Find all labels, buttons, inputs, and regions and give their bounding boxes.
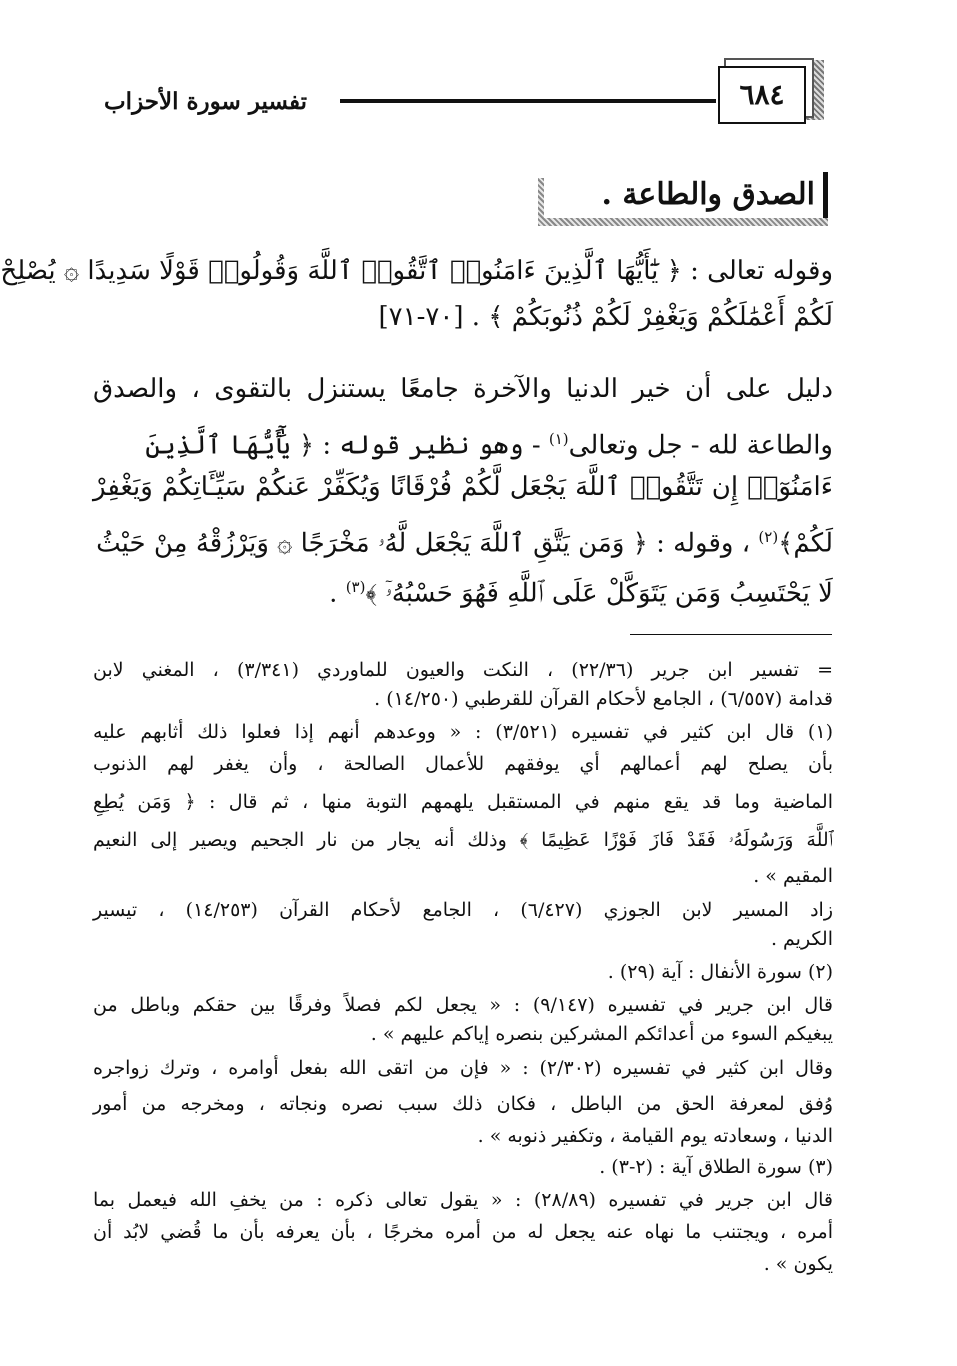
body-line-4	[93, 516, 833, 565]
footnote-2-line: الدنيا ، وسعادته يوم القيامة ، وتكفير ذنوبه » .	[477, 1125, 833, 1147]
section-heading: الصدق والطاعة .	[544, 172, 828, 218]
body-text: لَكُمْ﴾	[778, 528, 833, 559]
footnote-1-line: بأن يصلح لهم أعمالهم أي يوفقهم للأعمال الصالحة ، وأن يغفر لهم الذنوب	[93, 753, 833, 775]
section-heading-box	[538, 172, 834, 224]
body-line-3: ءَامَنُوٓا۟ إِن تَتَّقُوا۟ ٱللَّهَ يَجْعَل لَّكُمْ فُرْقَانًا وَيُكَفِّرْ عَنكُمْ سَيِّـَٔاتِكُمْ وَيَغْفِرْ	[93, 472, 833, 502]
header-rule	[340, 99, 716, 103]
footnote-2-line: يبغيكم السوء من أعدائكم المشركين بنصره إياكم عليهم » .	[370, 1023, 833, 1045]
footnote-2-line: وُفق لمعرفة الحق من الباطل ، فكان ذلك سبب نصره ونجاته ، ومخرجه من أمور	[93, 1093, 833, 1115]
body-line-5	[93, 566, 833, 615]
footnote-1-line: زاد المسير لابن الجوزي (٦/٤٢٧) ، الجامع لأحكام القرآن (١٤/٢٥٣) ، تيسير	[93, 899, 833, 921]
footnote-1-line: المقيم » .	[753, 865, 833, 887]
verse-line-1: وقوله تعالى : ﴿ يَٰٓأَيُّهَا ٱلَّذِينَ ءَامَنُوا۟ ٱتَّقُوا۟ ٱللَّهَ وَقُولُوا۟ قَوْلًا سَدِيدًا ۞ يُصْلِحْ	[0, 256, 833, 286]
footnote-marker-1[interactable]: (١)	[548, 430, 569, 448]
footnote-1-line: الكريم .	[770, 928, 833, 950]
footnote-2-line: وقال ابن كثير في تفسيره (٢/٣٠٢) : « فإن من اتقى الله بفعل أوامره ، وترك زواجره	[93, 1057, 833, 1079]
footnote-1-line: الماضية وما قد يقع منهم في المستقبل يلهمهم التوبة منها ، ثم قال : ﴿ وَمَن يُطِعِ	[93, 791, 833, 813]
footnote-1-line: ٱللَّهَ وَرَسُولَهُۥ فَقَدْ فَازَ فَوْزًا عَظِيمًا ﴾ وذلك أنه يجار من نار الجحيم ويصير إلى النعيم	[93, 829, 833, 851]
footnote-1-line: (١) قال ابن كثير في تفسيره (٣/٥٢١) : « ووعدهم أنهم إذا فعلوا ذلك أثابهم عليه	[93, 721, 833, 743]
body-text: ، وقوله : ﴿ وَمَن يَتَّقِ ٱللَّهَ يَجْعَل لَّهُۥ مَخْرَجًا ۞ وَيَرْزُقْهُ مِنْ حَيْثُ	[96, 528, 759, 559]
footnote-3-line: يكون » .	[763, 1253, 833, 1275]
body-line-1: دليل على أن خير الدنيا والآخرة جامعًا يستنزل بالتقوى ، والصدق	[93, 374, 833, 404]
body-text: - وهو نظير قوله : ﴿ يَٰٓأَيُّهَا ٱلَّذِينَ	[145, 430, 549, 461]
footnote-2-line: (٢) سورة الأنفال : آية (٢٩) .	[607, 961, 833, 983]
body-text: .	[329, 578, 346, 609]
footnote-3-line: أمره ، ويجتنب ما نهاه عنه يجعل له من أمره مخرجًا ، بأن يعرفه بأن ما قُضي لابُد أن	[93, 1221, 833, 1243]
footnote-marker-3[interactable]: (٣)	[345, 578, 366, 596]
body-text: لَا يَحْتَسِبُ وَمَن يَتَوَكَّلْ عَلَى ٱللَّهِ فَهُوَ حَسْبُهُۥٓ ﴾	[365, 578, 833, 609]
footnote-marker-2[interactable]: (٢)	[758, 528, 779, 546]
body-text: والطاعة لله - جل وتعالى	[568, 430, 833, 461]
page-number: ٦٨٤	[718, 66, 806, 124]
footnote-line: قدامة (٦/٥٥٧) ، الجامع لأحكام القرآن للقرطبي (١٤/٢٥٠) .	[374, 688, 833, 710]
footnote-separator	[630, 634, 832, 635]
footnote-3-line: قال ابن جرير في تفسيره (٢٨/٨٩) : « يقول تعالى ذكره : من يخفِ الله فيعمل بما	[93, 1189, 833, 1211]
footnote-3-line: (٣) سورة الطلاق آية : (٢-٣) .	[599, 1156, 833, 1178]
verse-line-2: لَكُمْ أَعْمَٰلَكُمْ وَيَغْفِرْ لَكُمْ ذُنُوبَكُمْ ﴾ . [٧٠-٧١]	[378, 302, 833, 332]
body-line-2	[93, 418, 833, 467]
footnote-2-line: قال ابن جرير في تفسيره (٩/١٤٧) : « يجعل لكم فصلاً وفرقًا بين حقكم وباطل من	[93, 994, 834, 1016]
running-title: تفسير سورة الأحزاب	[104, 88, 307, 115]
footnote-line: = تفسير ابن جرير (٢٢/٣٦) ، النكت والعيون للماوردي (٣/٣٤١) ، المغني لابن	[93, 659, 833, 681]
